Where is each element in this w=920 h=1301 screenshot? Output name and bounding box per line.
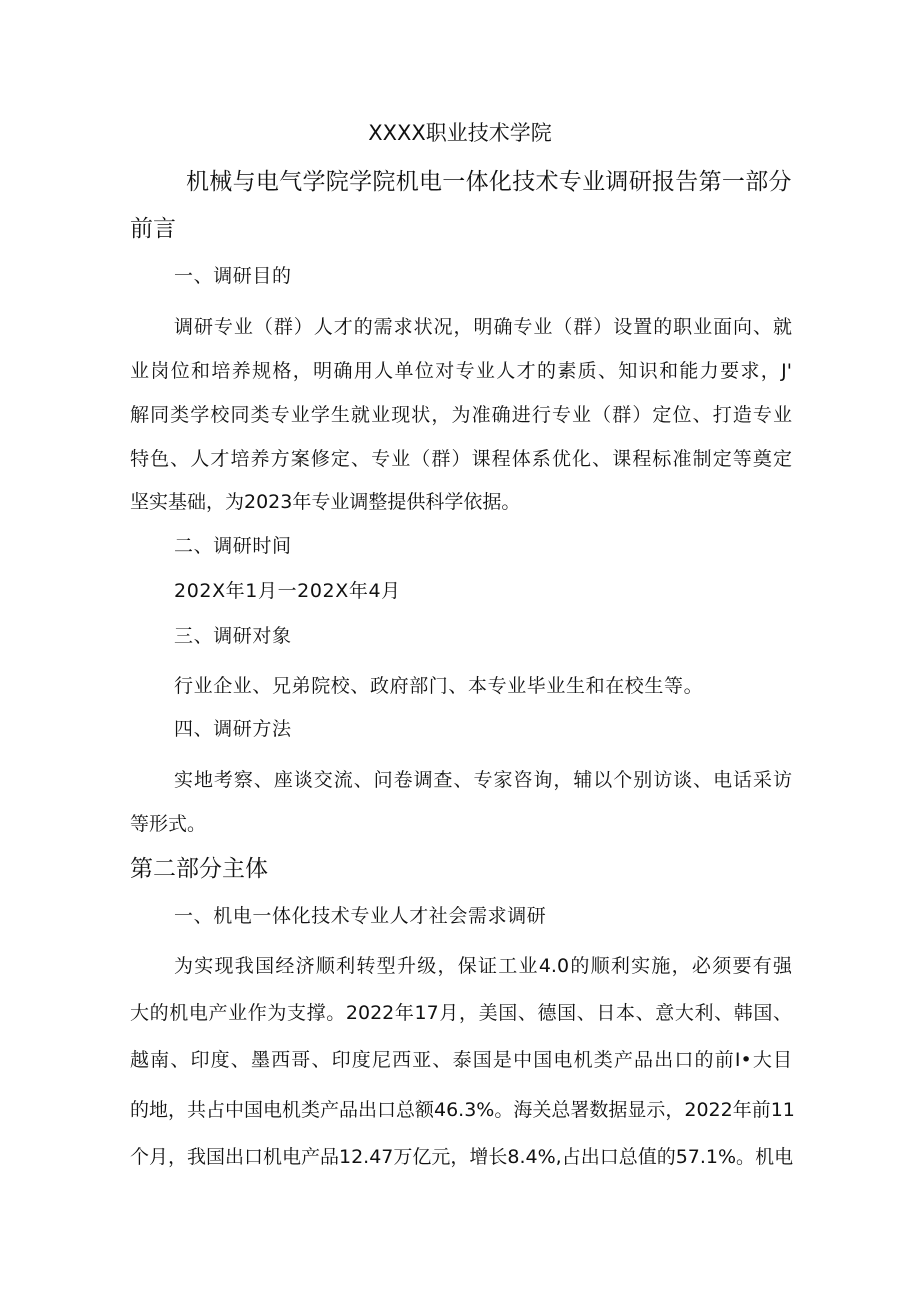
research-period: 202X年1月一202X年4月 [174, 580, 401, 602]
paragraph-line: 特色、人才培养方案修定、专业（群）课程体系优化、课程标准制定等奠定 [130, 448, 792, 470]
paragraph-line: 为实现我国经济顺利转型升级，保证工业4.0的顺利实施，必须要有强 [174, 955, 792, 977]
section-heading-time: 二、调研时间 [174, 535, 292, 557]
paragraph-line: 大的机电产业作为支撑。2022年17月，美国、德国、日本、意大利、韩国、 [130, 1002, 792, 1024]
paragraph-line: 等形式。 [130, 813, 207, 835]
paragraph-line: 坚实基础，为2023年专业调整提供科学依据。 [130, 491, 521, 513]
section-heading-demand: 一、机电一体化技术专业人才社会需求调研 [174, 905, 547, 927]
paragraph-line: 调研专业（群）人才的需求状况，明确专业（群）设置的职业面向、就 [174, 316, 792, 338]
paragraph-line: 越南、印度、墨西哥、印度尼西亚、泰国是中国电机类产品出口的前I•大目 [130, 1049, 792, 1071]
part1-heading: 前言 [130, 216, 176, 242]
paragraph-line: 实地考察、座谈交流、问卷调查、专家咨询，辅以个别访谈、电话采访 [174, 769, 792, 791]
report-title: 机械与电气学院学院机电一体化技术专业调研报告第一部分 [186, 169, 792, 195]
part2-heading: 第二部分主体 [130, 856, 268, 882]
paragraph-line: 业岗位和培养规格，明确用人单位对专业人才的素质、知识和能力要求，J' [130, 360, 792, 382]
paragraph-line: 的地，共占中国电机类产品出口总额46.3%。海关总署数据显示，2022年前11 [130, 1099, 795, 1121]
paragraph-line: 个月，我国出口机电产品12.47万亿元，增长8.4%,占出口总值的57.1%。机电 [130, 1146, 794, 1168]
section-heading-methods: 四、调研方法 [174, 718, 292, 740]
paragraph-line: 解同类学校同类专业学生就业现状，为准确进行专业（群）定位、打造专业 [130, 404, 792, 426]
section-heading-purpose: 一、调研目的 [174, 265, 292, 287]
research-subjects: 行业企业、兄弟院校、政府部门、本专业毕业生和在校生等。 [174, 675, 704, 697]
institution-title: XXXX职业技术学院 [368, 121, 552, 145]
section-heading-subjects: 三、调研对象 [174, 625, 292, 647]
